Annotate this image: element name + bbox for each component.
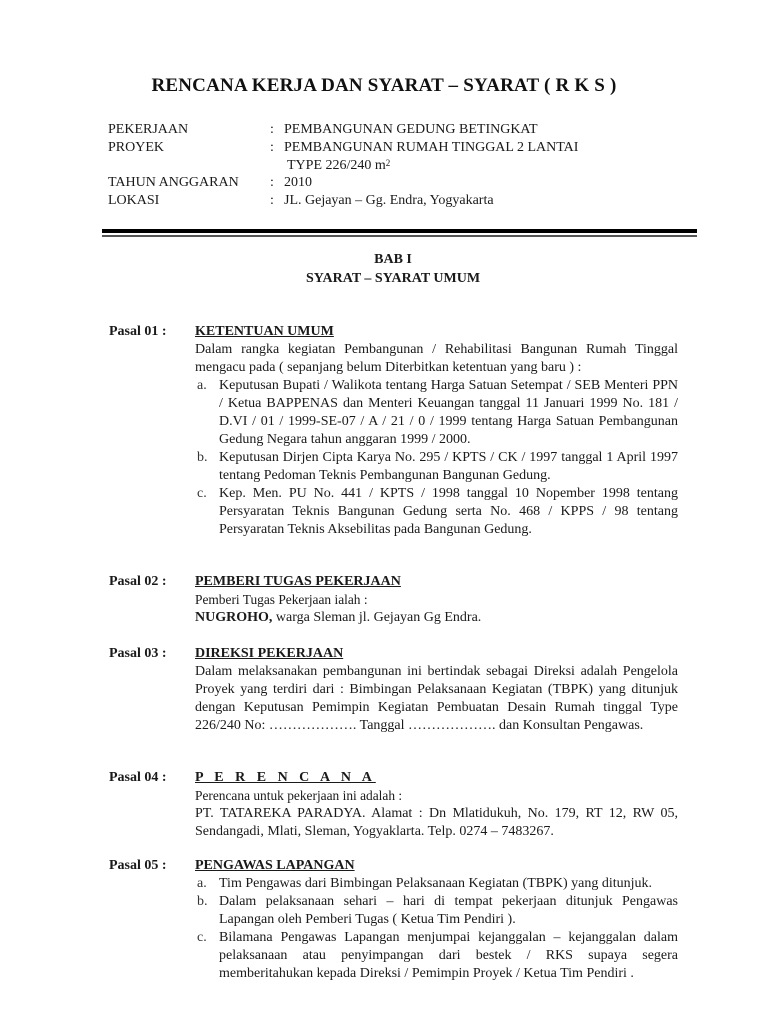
pasal-heading: PENGAWAS LAPANGAN	[195, 858, 355, 873]
meta-value: JL. Gejayan – Gg. Endra, Yogyakarta	[284, 193, 494, 209]
list-text: Keputusan Dirjen Cipta Karya No. 295 / KPTS / CK / 1997 tanggal 1 April 1997 tentang Pedoman Teknis Pembangunan Bangunan Gedung.	[219, 450, 678, 483]
list-item	[195, 485, 678, 539]
pasal-label: Pasal 02 :	[109, 574, 167, 589]
owner-address: warga Sleman jl. Gejayan Gg Endra.	[272, 610, 482, 625]
pasal-label: Pasal 05 :	[109, 858, 167, 873]
pasal-label: Pasal 01 :	[109, 324, 167, 339]
pasal-heading: P E R E N C A N A	[195, 770, 376, 785]
pasal-heading: DIREKSI PEKERJAAN	[195, 646, 344, 661]
pasal-body	[195, 857, 678, 983]
pasal-owner-line	[195, 609, 678, 627]
pasal-text: Dalam melaksanakan pembangunan ini bertindak sebagai Direksi adalah Pengelola Proyek yang terdiri dari : Bimbingan Pelaksanaan Kegiatan (TBPK) yang ditunjuk dengan Keputusan Pemimpin Kegiatan Pembuatan Desain Rumah tinggal Type 226/240 No: ………………. Tanggal ………………. dan Konsultan Pengawas.	[195, 664, 678, 733]
meta-row-type	[108, 157, 578, 175]
chapter-title: SYARAT – SYARAT UMUM	[305, 270, 481, 286]
pasal-line: Pemberi Tugas Pekerjaan ialah :	[195, 592, 368, 607]
list-text: Kep. Men. PU No. 441 / KPTS / 1998 tanggal 10 Nopember 1998 tentang Persyaratan Teknis Bangunan Gedung serta No. 468 / KPPS / 98 tentang Persyaratan Teknis Aksebilitas pada Bangunan Gedung.	[219, 486, 678, 537]
list-item	[195, 449, 678, 485]
list-marker: b.	[197, 450, 208, 465]
meta-value: 2010	[284, 175, 312, 191]
pasal-line: Perencana untuk pekerjaan ini adalah :	[195, 788, 403, 803]
pasal-body	[195, 645, 678, 735]
meta-label: PROYEK	[108, 139, 165, 155]
pasal-intro: Dalam rangka kegiatan Pembangunan / Rehabilitasi Bangunan Rumah Tinggal mengacu pada ( sepanjang belum Diterbitkan ketentuan yang baru ) :	[195, 342, 678, 375]
list-marker: c.	[197, 930, 207, 945]
meta-label	[108, 157, 270, 175]
list-marker: c.	[197, 486, 207, 501]
pasal-04	[109, 769, 679, 841]
pasal-05	[109, 857, 679, 983]
list-marker: a.	[197, 378, 207, 393]
meta-row-lokasi	[108, 192, 578, 210]
pasal-label: Pasal 04 :	[109, 770, 167, 785]
meta-colon: :	[270, 139, 274, 155]
document-title: RENCANA KERJA DAN SYARAT – SYARAT ( R K S )	[151, 75, 617, 96]
meta-label: TAHUN ANGGARAN	[108, 175, 239, 191]
pasal-body	[195, 323, 678, 539]
list-marker: a.	[197, 876, 207, 891]
meta-label: PEKERJAAN	[108, 122, 189, 137]
list-item	[195, 875, 678, 893]
pasal-label: Pasal 03 :	[109, 646, 167, 661]
supervisor-list	[195, 875, 678, 983]
pasal-heading: PEMBERI TUGAS PEKERJAAN	[195, 574, 401, 589]
list-text: Dalam pelaksanaan sehari – hari di tempat pekerjaan ditunjuk Pengawas Lapangan oleh Pemberi Tugas ( Ketua Tim Pendiri ).	[219, 894, 678, 927]
pasal-heading: KETENTUAN UMUM	[195, 324, 334, 339]
meta-label: LOKASI	[108, 193, 160, 209]
list-text: Bilamana Pengawas Lapangan menjumpai kejanggalan – kejanggalan dalam pelaksanaan atau penyimpangan dari bestek / RKS supaya segera memberitahukan kepada Direksi / Pemimpin Proyek / Ketua Tim Pendiri .	[219, 930, 678, 981]
meta-row-proyek	[108, 139, 578, 157]
meta-colon: :	[270, 122, 274, 137]
list-text: Keputusan Bupati / Walikota tentang Harga Satuan Setempat / SEB Menteri PPN / Ketua BAPPENAS dan Menteri Keuangan tanggal 11 Januari 1999 No. 181 / D.VI / 01 / 1999-SE-07 / A / 21 / 0 / 1999 tentang Harga Satuan Pembangunan Gedung Negara tahun anggaran 1999 / 2000.	[219, 378, 678, 447]
pasal-text: PT. TATAREKA PARADYA. Alamat : Dn Mlatidukuh, No. 179, RT 12, RW 05, Sendangadi, Mlati, Sleman, Yogyaklarta. Telp. 0274 – 7483267.	[195, 806, 678, 839]
pasal-03	[109, 645, 679, 735]
meta-value	[284, 157, 390, 175]
type-value: TYPE 226/240 m	[287, 157, 386, 173]
list-item	[195, 377, 678, 449]
pasal-01	[109, 323, 679, 539]
pasal-body	[195, 573, 678, 627]
list-item	[195, 893, 678, 929]
meta-row-pekerjaan	[108, 121, 578, 139]
meta-row-tahun-anggaran	[108, 174, 578, 192]
list-item	[195, 929, 678, 983]
owner-name: NUGROHO,	[195, 610, 273, 625]
list-text: Tim Pengawas dari Bimbingan Pelaksanaan Kegiatan (TBPK) yang ditunjuk.	[219, 876, 653, 891]
meta-colon: :	[270, 193, 274, 209]
chapter-heading	[0, 251, 768, 288]
horizontal-rule-thick	[102, 229, 697, 233]
pasal-02	[109, 573, 679, 627]
pasal-body	[195, 769, 678, 841]
meta-colon	[270, 157, 284, 175]
horizontal-rule-thin	[102, 235, 697, 237]
list-marker: b.	[197, 894, 208, 909]
superscript: 2	[385, 157, 391, 168]
regulation-list	[195, 377, 678, 539]
chapter-number: BAB I	[374, 252, 412, 267]
project-info	[108, 121, 578, 210]
meta-value: PEMBANGUNAN RUMAH TINGGAL 2 LANTAI	[284, 139, 579, 155]
meta-colon: :	[270, 175, 274, 191]
meta-value: PEMBANGUNAN GEDUNG BETINGKAT	[284, 122, 538, 137]
